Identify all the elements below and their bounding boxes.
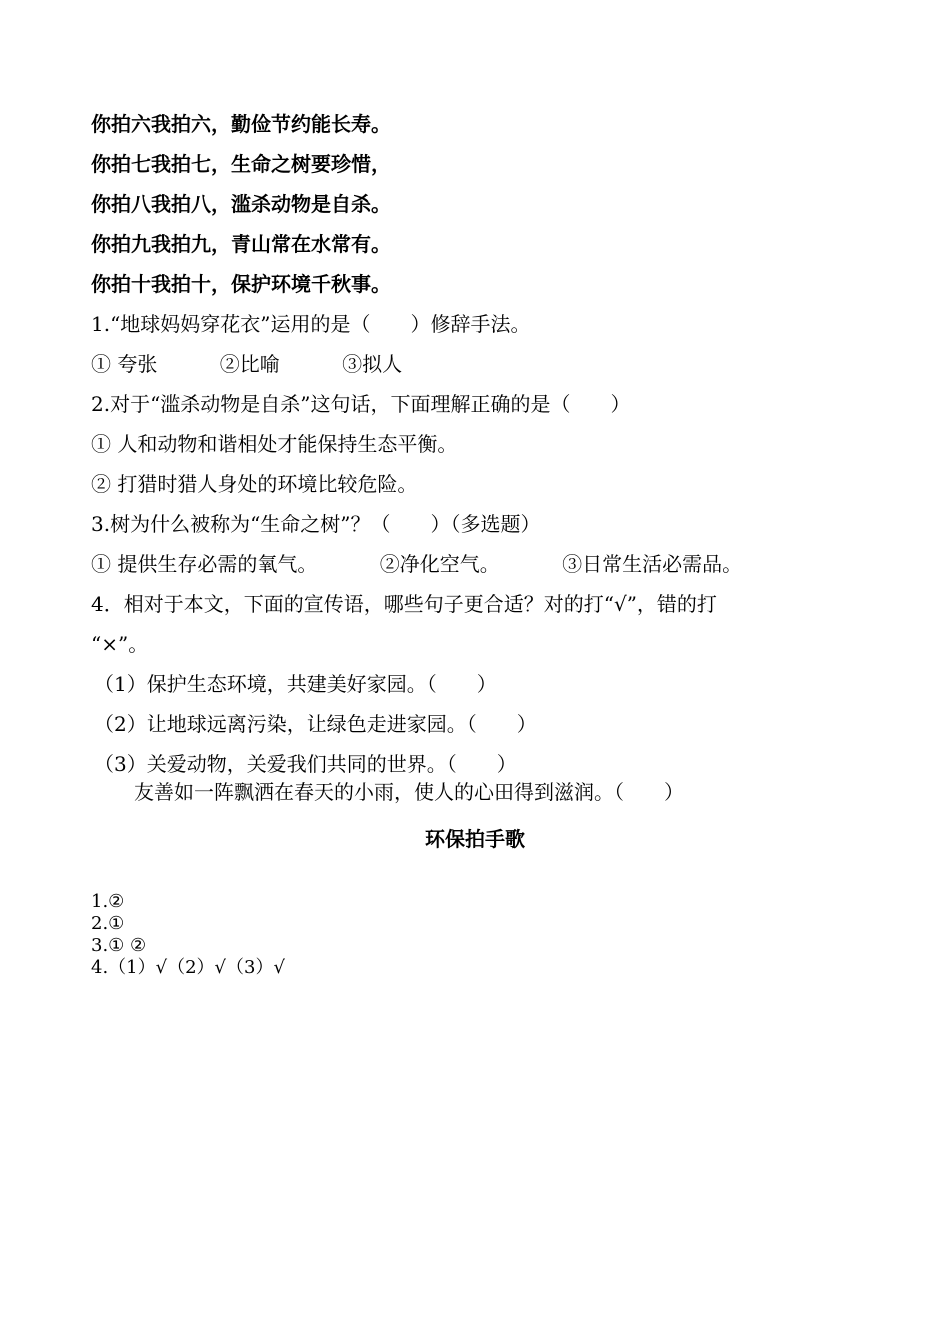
q4-extra-item: 友善如一阵飘洒在春天的小雨，使人的心田得到滋润。（ ）: [134, 780, 684, 804]
poem-line-6: 你拍六我拍六，勤俭节约能长寿。: [91, 112, 391, 136]
question-4-continued: “×”。: [91, 632, 149, 656]
answer-3: 3.① ②: [91, 935, 147, 956]
question-3-options: [91, 551, 742, 577]
q1-option-a: ① 夸张: [91, 352, 158, 376]
answer-4: 4.（1）√（2）√（3）√: [91, 957, 285, 978]
poem-line-10: 你拍十我拍十，保护环境千秋事。: [91, 272, 391, 296]
question-4: 4．相对于本文，下面的宣传语，哪些句子更合适？对的打“√”，错的打: [91, 592, 717, 616]
poem-line-7: 你拍七我拍七，生命之树要珍惜，: [91, 152, 391, 176]
answer-section-title: 环保拍手歌: [425, 827, 525, 851]
q4-item-3: （3）关爱动物，关爱我们共同的世界。（ ）: [94, 752, 517, 776]
q2-option-b: ② 打猎时猎人身处的环境比较危险。: [91, 472, 418, 496]
question-2: 2.对于“滥杀动物是自杀”这句话，下面理解正确的是（ ）: [91, 392, 631, 416]
question-1-options: [91, 351, 402, 377]
q3-option-c: ③日常生活必需品。: [562, 552, 743, 576]
q4-item-1: （1）保护生态环境，共建美好家园。（ ）: [94, 672, 497, 696]
q2-option-a: ① 人和动物和谐相处才能保持生态平衡。: [91, 432, 458, 456]
q1-option-b: ②比喻: [219, 352, 280, 376]
q1-option-c: ③拟人: [342, 352, 403, 376]
question-1: 1.“地球妈妈穿花衣”运用的是（ ）修辞手法。: [91, 312, 531, 336]
q4-item-2: （2）让地球远离污染，让绿色走进家园。（ ）: [94, 712, 537, 736]
question-3: 3.树为什么被称为“生命之树”？（ ）（多选题）: [91, 512, 541, 536]
answer-2: 2.①: [91, 913, 125, 934]
answer-1: 1.②: [91, 891, 125, 912]
poem-line-9: 你拍九我拍九，青山常在水常有。: [91, 232, 391, 256]
poem-line-8: 你拍八我拍八，滥杀动物是自杀。: [91, 192, 391, 216]
q3-option-a: ① 提供生存必需的氧气。: [91, 552, 318, 576]
q3-option-b: ②净化空气。: [379, 552, 500, 576]
